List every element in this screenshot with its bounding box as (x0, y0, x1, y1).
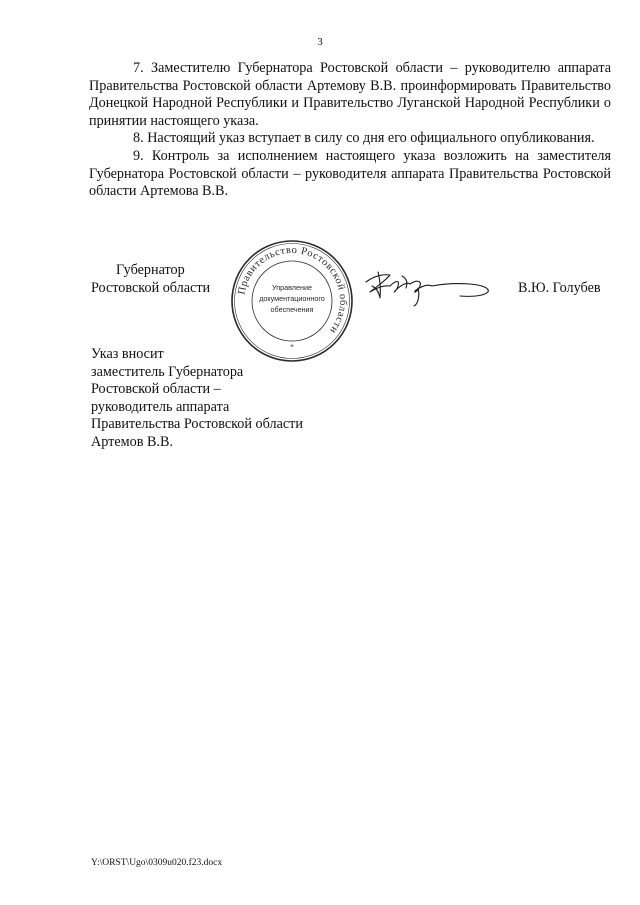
paragraph-7: 7. Заместителю Губернатора Ростовской области – руководителю аппарата Правительства Ростовской области Артемову В.В. проинформировать Правительство Донецкой Народной Республики и Правительство Луганской Народной Республики о принятии настоящего указа. (89, 60, 611, 129)
paragraph-9: 9. Контроль за исполнением настоящего указа возложить на заместителя Губернатора Ростовской области – руководителя аппарата Правительства Ростовской области Артемова В.В. (89, 147, 611, 200)
introduced-line-5: Правительства Ростовской области (91, 416, 303, 433)
introduced-line-2: заместитель Губернатора (91, 363, 244, 380)
signatory-title-line2: Ростовской области (91, 279, 211, 296)
paragraph-8: 8. Настоящий указ вступает в силу со дня его официального опубликования. (133, 130, 595, 147)
signatory-title-line1: Губернатор (116, 262, 185, 278)
seal-star-icon: * (290, 343, 294, 351)
seal-center-line2: документационного (259, 294, 325, 303)
handwritten-signature (360, 266, 500, 310)
introduced-line-6: Артемов В.В. (91, 433, 173, 450)
footer-file-path: Y:\ORST\Ugo\0309u020.f23.docx (91, 858, 223, 868)
introduced-by-block (91, 346, 303, 452)
page-number: 3 (317, 36, 323, 48)
signatory-title (91, 262, 210, 297)
seal-center-line1: Управление (272, 283, 312, 292)
seal-center-line3: обеспечения (270, 305, 314, 314)
introduced-line-4: руководитель аппарата (91, 398, 230, 415)
seal-ring-text: Правительство Ростовской области (236, 244, 349, 336)
decree-body (89, 60, 611, 201)
signatory-name: В.Ю. Голубев (518, 280, 601, 296)
introduced-line-1: Указ вносит (91, 346, 164, 362)
introduced-line-3: Ростовской области – (91, 381, 221, 398)
